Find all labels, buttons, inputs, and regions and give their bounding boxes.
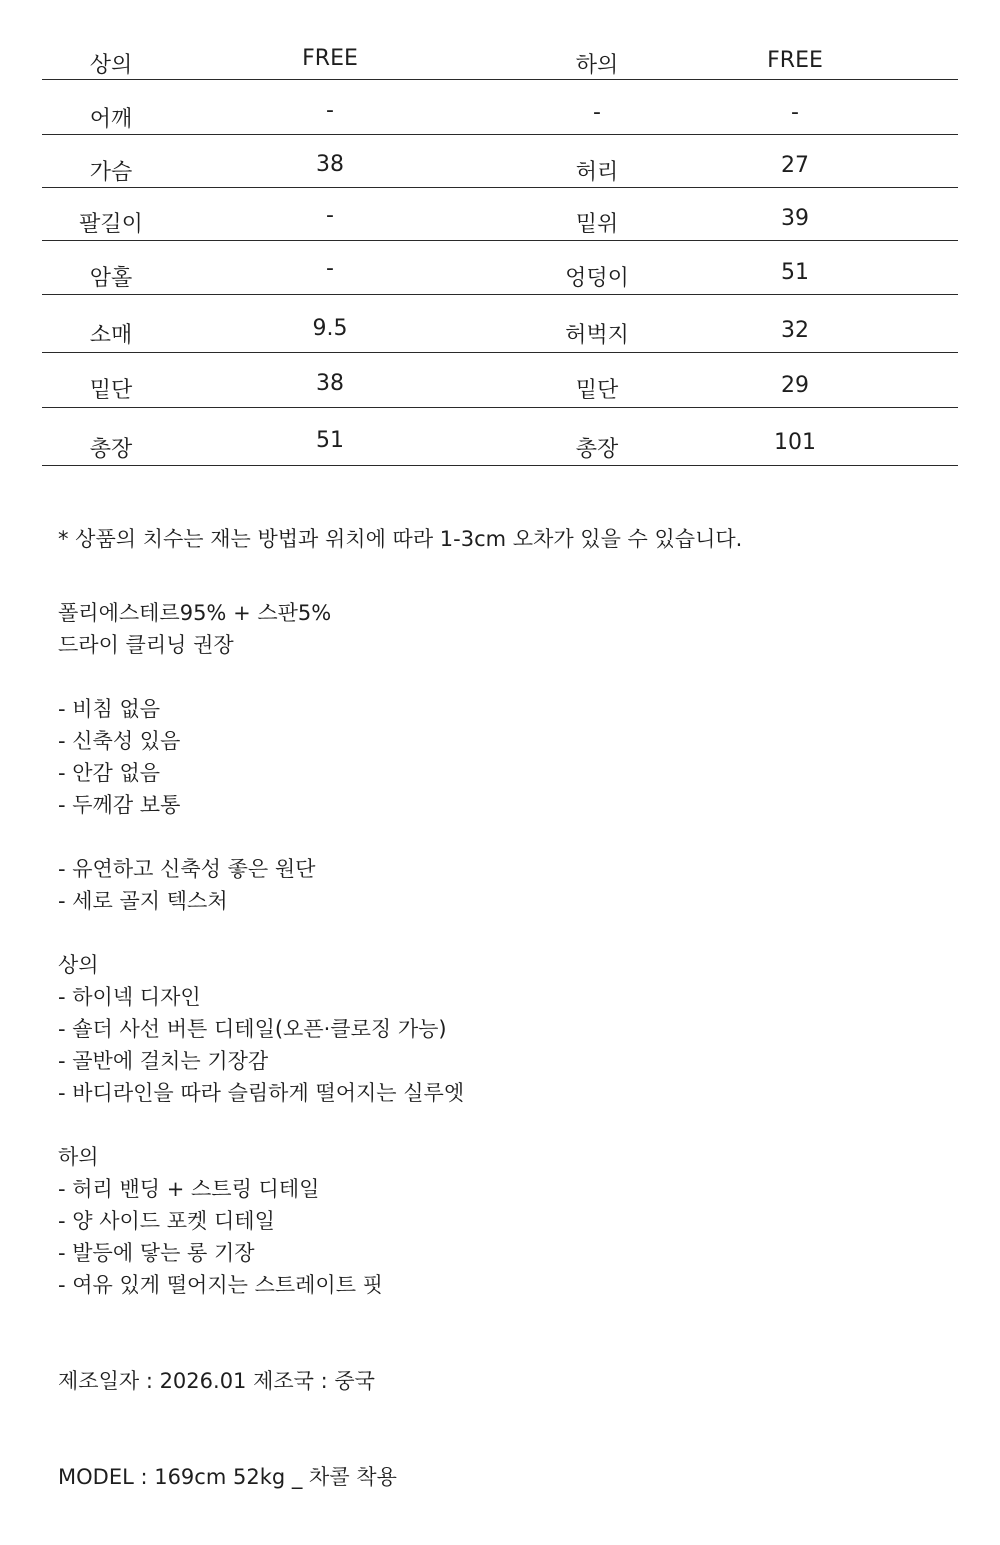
list-item: - 비침 없음 — [58, 697, 161, 721]
table-cell: 38 — [316, 371, 344, 396]
table-cell: - — [326, 98, 334, 123]
table-cell: 허벅지 — [565, 323, 629, 348]
table-cell: 39 — [781, 206, 809, 231]
list-item: - 안감 없음 — [58, 761, 161, 785]
model-info: MODEL : 169cm 52kg _ 차콜 착용 — [58, 1465, 397, 1489]
table-cell: 총장 — [575, 437, 619, 462]
table-cell: - — [791, 100, 799, 125]
table-cell: - — [326, 203, 334, 228]
table-cell: 허리 — [575, 160, 619, 185]
table-row — [42, 295, 958, 353]
material-info: 폴리에스테르95% + 스판5% — [58, 601, 332, 625]
table-row — [42, 241, 958, 295]
table-row — [42, 408, 958, 466]
manufacture-info: 제조일자 : 2026.01 제조국 : 중국 — [58, 1369, 375, 1393]
table-row — [42, 353, 958, 408]
header-bottom-size: FREE — [767, 48, 823, 73]
table-cell: 38 — [316, 152, 344, 177]
table-row — [42, 135, 958, 188]
table-cell: 32 — [781, 318, 809, 343]
table-cell: 어깨 — [89, 107, 133, 132]
table-cell: 엉덩이 — [565, 266, 629, 291]
size-disclaimer: * 상품의 치수는 재는 방법과 위치에 따라 1-3cm 오차가 있을 수 있습니다. — [58, 527, 743, 551]
table-cell: 29 — [781, 373, 809, 398]
header-top-label: 상의 — [89, 53, 133, 78]
list-item: - 골반에 걸치는 기장감 — [58, 1049, 269, 1073]
table-cell: 밑단 — [575, 378, 619, 403]
care-info: 드라이 클리닝 권장 — [58, 633, 234, 657]
table-cell: 51 — [781, 260, 809, 285]
table-cell: - — [593, 100, 601, 125]
list-item: - 양 사이드 포켓 디테일 — [58, 1209, 275, 1233]
table-cell: 암홀 — [89, 266, 133, 291]
header-top-size: FREE — [302, 46, 358, 71]
list-item: - 두께감 보통 — [58, 793, 181, 817]
list-item: - 바디라인을 따라 슬림하게 떨어지는 실루엣 — [58, 1081, 465, 1105]
table-cell: 27 — [781, 153, 809, 178]
list-item: - 유연하고 신축성 좋은 원단 — [58, 857, 316, 881]
table-cell: 9.5 — [312, 316, 348, 341]
top-section-title: 상의 — [58, 953, 99, 977]
table-header-row — [42, 34, 958, 80]
bottom-section-title: 하의 — [58, 1145, 99, 1169]
table-cell: 101 — [774, 430, 816, 455]
table-cell: - — [326, 256, 334, 281]
list-item: - 세로 골지 텍스처 — [58, 889, 228, 913]
list-item: - 여유 있게 떨어지는 스트레이트 핏 — [58, 1273, 383, 1297]
list-item: - 숄더 사선 버튼 디테일(오픈·클로징 가능) — [58, 1017, 447, 1041]
table-row — [42, 188, 958, 241]
list-item: - 허리 밴딩 + 스트링 디테일 — [58, 1177, 320, 1201]
list-item: - 발등에 닿는 롱 기장 — [58, 1241, 255, 1265]
list-item: - 하이넥 디자인 — [58, 985, 201, 1009]
table-cell: 소매 — [89, 323, 133, 348]
table-cell: 가슴 — [89, 160, 133, 185]
table-cell: 밑위 — [575, 212, 619, 237]
table-cell: 밑단 — [89, 378, 133, 403]
table-cell: 총장 — [89, 437, 133, 462]
size-table — [42, 34, 958, 466]
table-cell: 팔길이 — [79, 212, 143, 237]
table-cell: 51 — [316, 428, 344, 453]
list-item: - 신축성 있음 — [58, 729, 181, 753]
header-bottom-label: 하의 — [575, 53, 619, 78]
table-row — [42, 80, 958, 135]
